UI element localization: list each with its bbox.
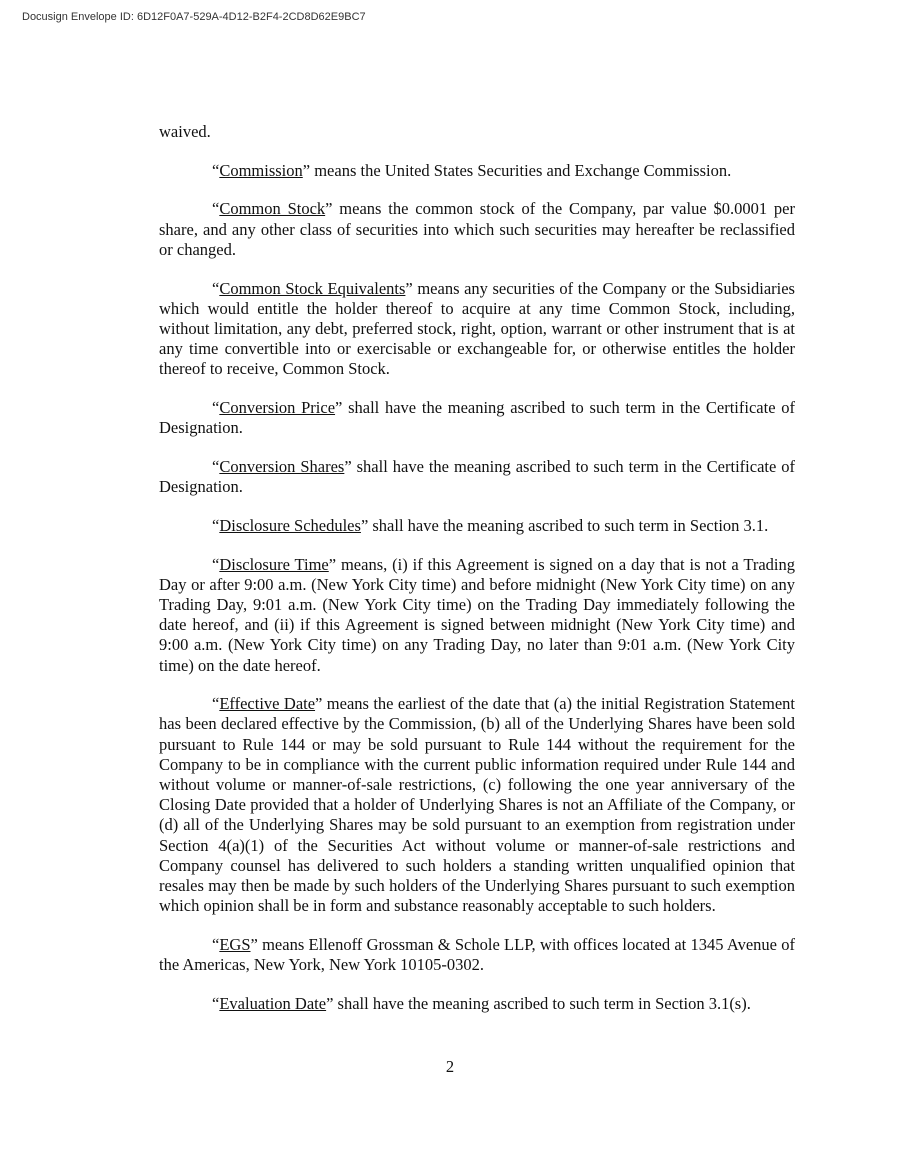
open-quote: “ [212, 199, 220, 219]
definition-effective-date [159, 694, 795, 916]
open-quote: “ [212, 935, 220, 954]
definition-evaluation-date [159, 994, 795, 1014]
definition-text: ” shall have the meaning ascribed to such term in the Certificate of Designation. [159, 456, 795, 497]
definition-text: ” means the common stock of the Company, par value $0.0001 per share, and any other class of securities into which such securities may hereafter be reclassified or changed. [159, 199, 795, 259]
definition-text: ” means, (i) if this Agreement is signed on a day that is not a Trading Day or after 9:00 a.m. (New York City time) and before midnight (New York City time) on any Trading Day, 9:01 a.m. (New York City time) on the Trading Day immediately following the date hereof, and (ii) if this Agreement is signed between midnight (New York City time) and 9:00 a.m. (New York City time) on any Trading Day, no later than 9:01 a.m. (New York City time) on the date hereof. [159, 554, 795, 675]
defined-term: Conversion Shares [219, 456, 345, 476]
docusign-envelope-id: Docusign Envelope ID: 6D12F0A7-529A-4D12-B2F4-2CD8D62E9BC7 [22, 11, 366, 23]
definition-text: ” means the earliest of the date that (a) the initial Registration Statement has been declared effective by the Commission, (b) all of the Underlying Shares have been sold pursuant to Rule 144 or may be sold pursuant to Rule 144 without the requirement for the Company to be in compliance with the current public information required under Rule 144 and without volume or manner-of-sale restrictions, (c) following the one year anniversary of the Closing Date provided that a holder of Underlying Shares is not an Affiliate of the Company, or (d) all of the Underlying Shares may be sold pursuant to an exemption from registration under Section 4(a)(1) of the Securities Act without volume or manner-of-sale restrictions and Company counsel has delivered to such holders a standing written unqualified opinion that resales may then be made by such holders of the Underlying Shares pursuant to such exemption which opinion shall be in form and substance reasonably acceptable to such holders. [159, 694, 795, 916]
definition-text: ” means any securities of the Company or the Subsidiaries which would entitle the holder thereof to acquire at any time Common Stock, including, without limitation, any debt, preferred stock, right, option, warrant or other instrument that is at any time convertible into or exercisable or exchangeable for, or otherwise entitles the holder thereof to receive, Common Stock. [159, 278, 795, 379]
open-quote: “ [212, 456, 220, 476]
open-quote: “ [212, 993, 220, 1013]
definition-egs [159, 935, 795, 975]
document-body [159, 122, 795, 1033]
page-number: 2 [445, 1057, 455, 1076]
definition-conversion-price [159, 398, 795, 438]
definition-disclosure-schedules [159, 516, 795, 536]
definition-disclosure-time [159, 555, 795, 676]
paragraph-continuation [159, 122, 795, 142]
defined-term: Effective Date [219, 694, 316, 714]
defined-term: Common Stock Equivalents [219, 278, 406, 298]
open-quote: “ [212, 160, 220, 180]
definition-text: ” shall have the meaning ascribed to such term in the Certificate of Designation. [159, 398, 795, 438]
definition-text: ” shall have the meaning ascribed to such term in Section 3.1(s). [326, 993, 751, 1013]
definition-commission [159, 161, 795, 181]
definition-text: ” means the United States Securities and Exchange Commission. [302, 160, 732, 180]
definition-common-stock-equivalents [159, 279, 795, 380]
definition-common-stock [159, 199, 795, 260]
defined-term: Disclosure Time [219, 554, 329, 574]
paragraph-lead: waived. [159, 122, 211, 141]
defined-term: Conversion Price [219, 398, 336, 418]
defined-term: Disclosure Schedules [219, 515, 361, 535]
open-quote: “ [212, 278, 220, 298]
defined-term: EGS [219, 935, 251, 954]
defined-term: Common Stock [219, 199, 326, 219]
open-quote: “ [212, 398, 220, 418]
open-quote: “ [212, 694, 220, 714]
definition-text: ” shall have the meaning ascribed to such term in Section 3.1. [360, 515, 769, 535]
defined-term: Commission [219, 160, 303, 180]
open-quote: “ [212, 554, 220, 574]
defined-term: Evaluation Date [219, 993, 327, 1013]
definition-conversion-shares [159, 457, 795, 497]
open-quote: “ [212, 515, 220, 535]
definition-text: ” means Ellenoff Grossman & Schole LLP, with offices located at 1345 Avenue of the Americas, New York, New York 10105-0302. [159, 935, 795, 975]
